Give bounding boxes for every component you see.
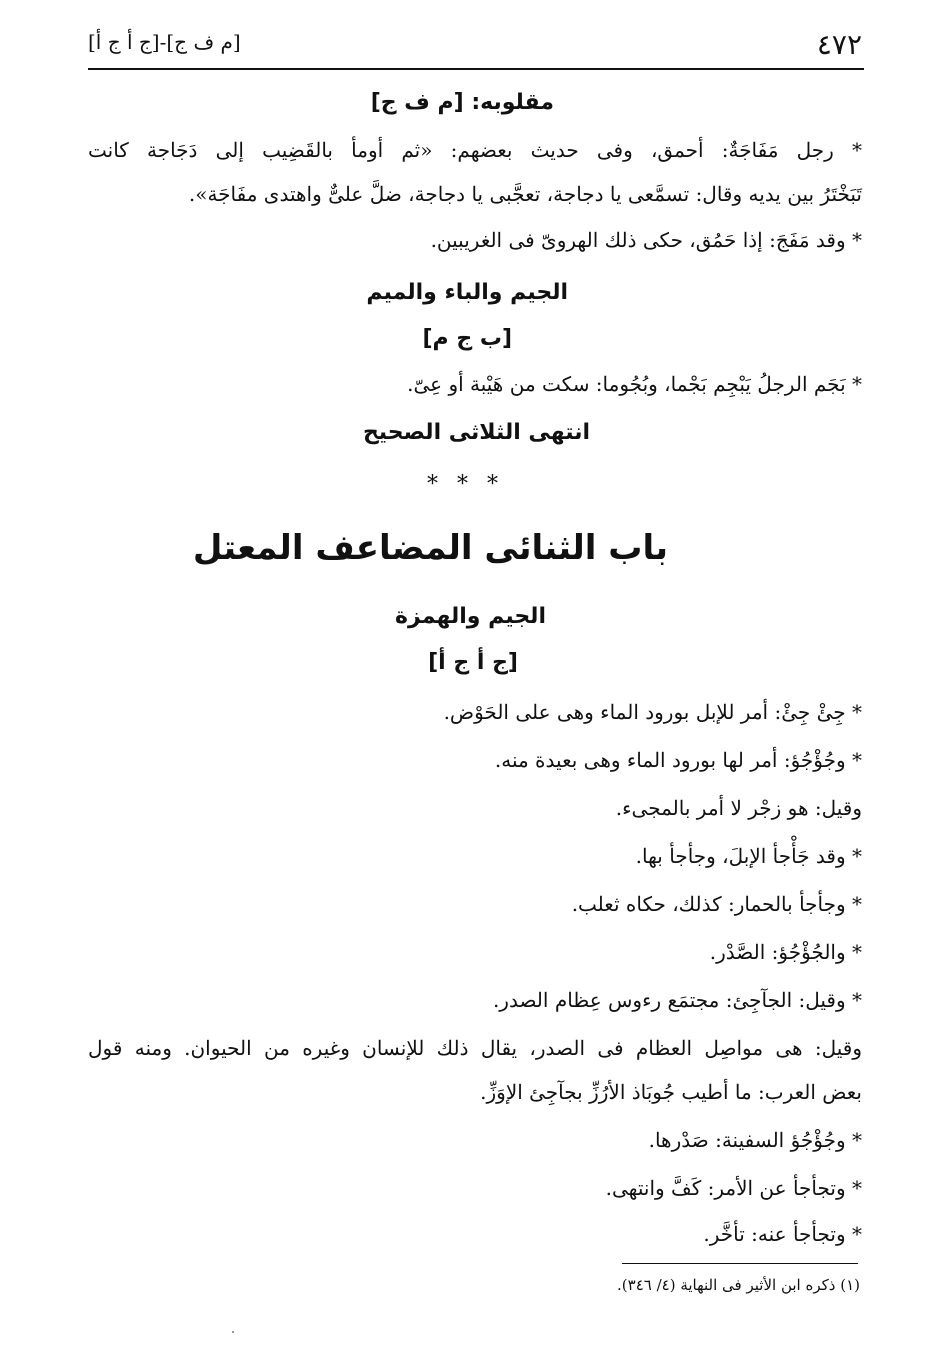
root-heading: [ب ج م] [422,326,512,351]
text-line: * وقد جَأْجأ الإبلَ، وجأجأ بها. [635,844,862,868]
text-line: * جِئْ جِئْ: أمر للإبل بورود الماء وهى على الحَوْض. [443,700,862,724]
text-line: وقيل: هى مواصِل العظام فى الصدر، يقال ذلك للإنسان وغيره من الحيوان. ومنه قول [88,1036,862,1060]
text-line: بعض العرب: ما أطيب جُوبَاذ الأرُزِّ بجآجِئ الإوَزِّ. [480,1080,862,1104]
maqlub-heading: مقلوبه: [م ف ج] [370,90,554,115]
end-heading: انتهى الثلاثى الصحيح [362,420,590,445]
text-line: * بَجَم الرجلُ يَبْجِم بَجْما، وبُجُوما: سكت من هَيْبة أو عِىّ. [407,372,862,396]
text-line: * وجُؤْجُؤ السفينة: صَدْرها. [648,1128,862,1152]
root-heading: [ج أ ج أ] [428,650,518,675]
scan-speck [232,1331,234,1333]
text-line: * وقيل: الجآجِئ: مجتمَع رءوس عِظام الصدر. [492,988,862,1012]
text-line: * وقد مَفَجَ: إذا حَمُق، حكى ذلك الهروىّ فى الغريبين. [430,228,862,252]
text-line: * وجأجأ بالحمار: كذلك، حكاه ثعلب. [571,892,862,916]
section-heading: الجيم والباء والميم [366,280,568,305]
text-line: * والجُؤْجُؤ: الصَّدْر. [709,940,862,964]
header-rule [88,68,864,70]
page-number: ٤٧٢ [816,28,862,61]
text-line: وقيل: هو زجْر لا أمر بالمجىء. [615,796,862,820]
footnote: (١) ذكره ابن الأثير فى النهاية (٤/ ٣٤٦). [617,1276,860,1294]
text-line: * وتجأجأ عنه: تأخَّر. [703,1222,862,1246]
entry-range-header: [م ف ج]-[ج أ ج أ] [88,30,241,54]
text-line: * رجل مَفَاجَةٌ: أحمق، وفى حديث بعضهم: «ثم أومأ بالقَضِيب إلى دَجَاجة كانت [88,138,862,162]
section-divider-stars: * * * [427,472,504,497]
chapter-title: باب الثنائى المضاعف المعتل [192,528,668,568]
section-heading: الجيم والهمزة [395,604,546,629]
text-line: * وتجأجأ عن الأمر: كَفَّ وانتهى. [605,1176,862,1200]
text-line: تَبَخْتَرُ بين يديه وقال: تسمَّعى يا دجاجة، تعجَّبى يا دجاجة، ضلَّ علىٌّ واهتدى مفَاجَة». [188,182,862,206]
text-line: * وجُؤْجُؤ: أمر لها بورود الماء وهى بعيدة منه. [494,748,862,772]
footnote-rule [622,1263,858,1264]
